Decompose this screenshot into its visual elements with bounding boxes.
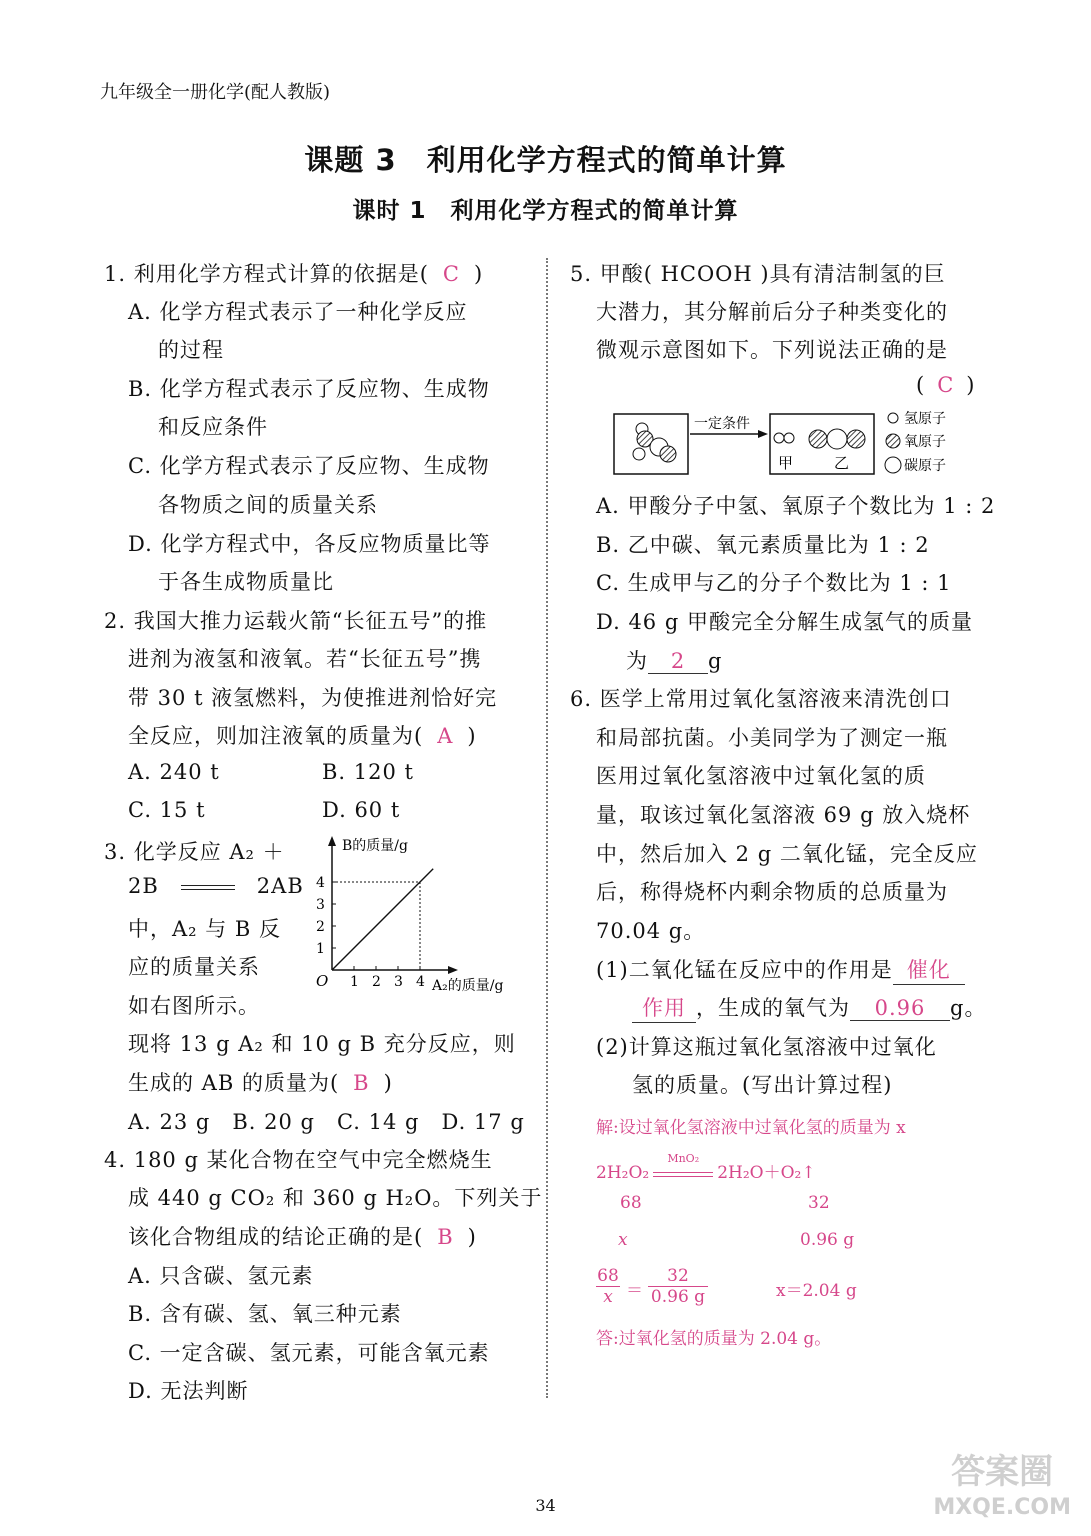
solution-var-2: 0.96 g [800, 1230, 855, 1250]
q3-answer: B [353, 1071, 370, 1095]
q6-blank-1: 催化 [893, 954, 965, 985]
x-axis-label: A₂的质量/g [432, 978, 504, 994]
q6-line-3: 医用过氧化氢溶液中过氧化氢的质 [596, 764, 926, 788]
q2-option-a: A. 240 t [128, 760, 220, 784]
solution-setup: 解:设过氧化氢溶液中过氧化氢的质量为 x [596, 1118, 906, 1138]
q2-answer: A [437, 724, 454, 748]
q5-option-c: C. 生成甲与乙的分子个数比为 1 : 1 [596, 571, 952, 595]
hydrogen-atom-icon [784, 433, 794, 443]
lesson-title: 课题 3 利用化学方程式的简单计算 [304, 143, 787, 177]
q1-stem: 1. 利用化学方程式计算的依据是( C ) [104, 262, 484, 286]
solution-equation: 2H₂O₂ MnO₂ 2H₂O＋O₂↑ [596, 1151, 816, 1183]
q1-option-a: A. 化学方程式表示了一种化学反应 [128, 300, 468, 324]
q3-line-2: 2B 2AB [128, 874, 304, 898]
q6-line-4: 量，取该过氧化氢溶液 69 g 放入烧杯 [596, 803, 971, 827]
q3-line-6: 现将 13 g A₂ 和 10 g B 充分反应，则 [128, 1032, 516, 1056]
graph-marks [316, 869, 433, 990]
column-divider [546, 258, 548, 1398]
hydrogen-atom-icon [774, 433, 784, 443]
q3-mass-graph [306, 830, 536, 1000]
legend-carbon-label: 碳原子 [904, 458, 946, 474]
q1-option-d: D. 化学方程式中，各反应物质量比等 [128, 532, 491, 556]
q5-option-a: A. 甲酸分子中氢、氧原子个数比为 1 : 2 [596, 494, 996, 518]
solution-mass-2: 32 [808, 1193, 830, 1213]
x-axis-arrow [448, 966, 458, 974]
x-tick-label: 2 [372, 974, 381, 990]
q1-option-c-cont: 各物质之间的质量关系 [158, 493, 378, 517]
q4-line-1: 4. 180 g 某化合物在空气中完全燃烧生 [104, 1148, 493, 1172]
x-tick-label: 3 [394, 974, 403, 990]
catalyst-equals: MnO₂ [653, 1164, 713, 1184]
q5-line-1: 5. 甲酸( HCOOH )具有清洁制氢的巨 [570, 262, 946, 286]
q4-option-d: D. 无法判断 [128, 1379, 249, 1403]
q6-blank-1-cont: 作用 [632, 992, 696, 1023]
q4-line-2: 成 440 g CO₂ 和 360 g H₂O。下列关于 [128, 1186, 543, 1210]
q2-option-c: C. 15 t [128, 798, 206, 822]
q1-option-a-cont: 的过程 [158, 338, 224, 362]
y-tick-label: 4 [316, 875, 325, 891]
legend-oxygen-label: 氧原子 [904, 434, 946, 450]
q6-line-5: 中，然后加入 2 g 二氧化锰，完全反应 [596, 842, 978, 866]
q3-line-4: 应的质量关系 [128, 955, 260, 979]
q1-answer: C [442, 262, 460, 286]
q6-part-2: (2)计算这瓶过氧化氢溶液中过氧化 [596, 1035, 937, 1059]
product-yi-label: 乙 [834, 454, 850, 472]
legend-hydrogen-icon [888, 413, 898, 423]
solution-var-1: x [618, 1230, 628, 1250]
q4-answer: B [437, 1225, 454, 1249]
q5-option-d-cont: 为 2 g [626, 649, 723, 673]
q2-line-2: 进剂为液氢和液氧。若“长征五号”携 [128, 647, 482, 671]
legend-carbon-icon [885, 457, 901, 473]
page-number: 34 [535, 1496, 556, 1515]
solution-result: x＝2.04 g [776, 1281, 857, 1301]
q5-answer: C [937, 373, 955, 397]
q2-line-1: 2. 我国大推力运载火箭“长征五号”的推 [104, 609, 488, 633]
q6-part-2-cont: 氢的质量。(写出计算过程) [632, 1073, 893, 1097]
q2-option-b: B. 120 t [322, 760, 414, 784]
q6-part-1: (1)二氧化锰在反应中的作用是 催化 [596, 954, 965, 985]
q6-line-7: 70.04 g。 [596, 919, 706, 943]
y-tick-label: 2 [316, 919, 325, 935]
x-tick-label: 1 [350, 974, 359, 990]
q6-line-2: 和局部抗菌。小美同学为了测定一瓶 [596, 726, 948, 750]
q6-part-1-cont: 作用 ，生成的氧气为 0.96 g。 [632, 992, 986, 1023]
q1-option-b-cont: 和反应条件 [158, 415, 268, 439]
q3-options: A. 23 g B. 20 g C. 14 g D. 17 g [128, 1110, 525, 1134]
oxygen-atom-icon [809, 430, 827, 448]
q1-option-d-cont: 于各生成物质量比 [158, 570, 334, 594]
q5-answer-bracket: ( C ) [916, 373, 976, 397]
q2-line-3: 带 30 t 液氢燃料，为使推进剂恰好完 [128, 686, 498, 710]
equation-double-bar [181, 885, 235, 890]
q4-option-c: C. 一定含碳、氢元素，可能含氧元素 [128, 1341, 490, 1365]
q1-option-b: B. 化学方程式表示了反应物、生成物 [128, 377, 490, 401]
q6-line-6: 后，称得烧杯内剩余物质的总质量为 [596, 880, 948, 904]
y-tick-label: 3 [316, 897, 325, 913]
legend-hydrogen-label: 氢原子 [904, 411, 946, 427]
legend-oxygen-icon [886, 434, 900, 448]
watermark-logo: 答案圈 MXQE.COM [933, 1452, 1071, 1520]
q4-option-a: A. 只含碳、氢元素 [128, 1264, 314, 1288]
q4-line-3: 该化合物组成的结论正确的是( B ) [128, 1225, 477, 1249]
q5-option-b: B. 乙中碳、氧元素质量比为 1 : 2 [596, 533, 930, 557]
q6-blank-2: 0.96 [850, 996, 950, 1021]
q1-option-c: C. 化学方程式表示了反应物、生成物 [128, 454, 490, 478]
q3-line-3: 中，A₂ 与 B 反 [128, 917, 282, 941]
reaction-condition: 一定条件 [694, 416, 750, 432]
y-tick-label: 1 [316, 941, 325, 957]
q3-line-5: 如右图所示。 [128, 994, 260, 1018]
y-axis-label: B的质量/g [342, 838, 408, 854]
page-header: 九年级全一册化学(配人教版) [100, 82, 331, 103]
y-axis-arrow [328, 836, 336, 846]
reaction-arrowhead [758, 430, 768, 438]
x-tick-label: 4 [416, 974, 425, 990]
q5-line-3: 微观示意图如下。下列说法正确的是 [596, 338, 948, 362]
q5-option-d: D. 46 g 甲酸完全分解生成氢气的质量 [596, 610, 973, 634]
q3-line-7: 生成的 AB 的质量为( B ) [128, 1071, 393, 1095]
oxygen-atom-icon [847, 430, 865, 448]
carbon-atom-icon [827, 429, 847, 449]
lesson-subtitle: 课时 1 利用化学方程式的简单计算 [352, 198, 739, 224]
q4-option-b: B. 含有碳、氢、氧三种元素 [128, 1302, 402, 1326]
q3-line-1: 3. 化学反应 A₂ ＋ [104, 840, 285, 864]
q2-line-4: 全反应，则加注液氧的质量为( A ) [128, 724, 477, 748]
series-line [332, 869, 433, 970]
oxygen-atom-icon [660, 446, 676, 462]
q5-molecule-diagram [612, 408, 992, 480]
solution-fraction-2: 32 0.96 g [648, 1266, 708, 1307]
q5-d-blank: 2 [648, 649, 708, 674]
solution-mass-1: 68 [620, 1193, 642, 1213]
origin-label: O [316, 972, 329, 990]
hydrogen-atom-icon [633, 448, 645, 460]
q2-option-d: D. 60 t [322, 798, 401, 822]
solution-equals: ＝ [626, 1281, 643, 1301]
q6-line-1: 6. 医学上常用过氧化氢溶液来清洗创口 [570, 687, 952, 711]
q5-line-2: 大潜力，其分解前后分子种类变化的 [596, 300, 948, 324]
solution-answer: 答:过氧化氢的质量为 2.04 g。 [596, 1329, 832, 1349]
product-jia-label: 甲 [778, 454, 794, 472]
solution-fraction-1: 68 x [597, 1266, 619, 1307]
